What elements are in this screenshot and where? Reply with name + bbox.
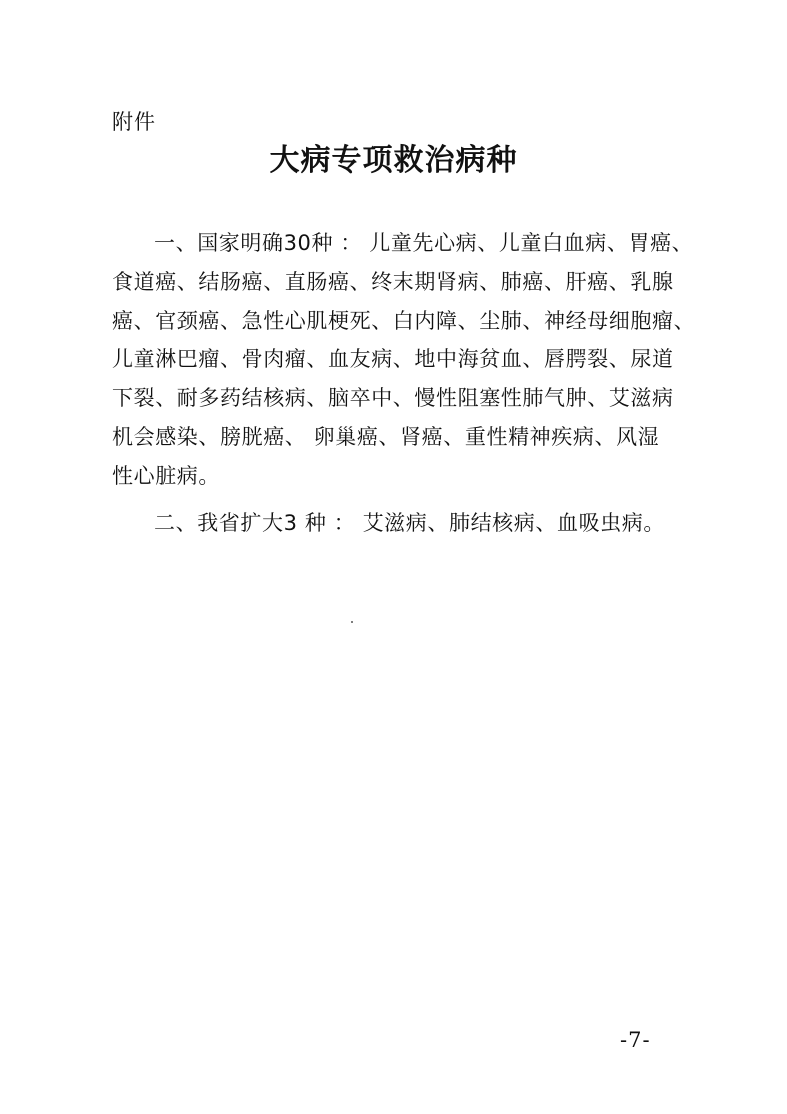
page-number: -7- [620, 1028, 651, 1052]
document-title: 大病专项救治病种 [269, 143, 518, 178]
section-2-line: 二、我省扩大3 种 ： 艾滋病、肺结核病、血吸虫病。 [154, 511, 665, 535]
section-provincial-diseases [112, 504, 672, 543]
section-1-line: 癌、官颈癌、急性心肌梗死、白内障、尘肺、神经母细胞瘤、 [112, 308, 696, 333]
section-1-line: 儿童淋巴瘤、骨肉瘤、血友病、地中海贫血、唇腭裂、尿道 [112, 347, 674, 372]
section-1-line: 食道癌、结肠癌、直肠癌、终末期肾病、肺癌、肝癌、乳腺 [112, 269, 674, 294]
section-1-line: 机会感染、膀胱癌、 卵巢癌、肾癌、重性精神疾病、风湿 [112, 424, 660, 449]
section-1-line: 性心脏病。 [112, 463, 220, 488]
section-national-diseases [112, 224, 696, 496]
section-1-line: 下裂、耐多药结核病、脑卒中、慢性阻塞性肺气肿、艾滋病 [112, 386, 674, 411]
attachment-label: 附件 [112, 110, 156, 134]
scan-dot-mark [351, 621, 353, 623]
section-1-line: 一、国家明确30种 ： 儿童先心病、儿童白血病、胃癌、 [154, 231, 694, 255]
